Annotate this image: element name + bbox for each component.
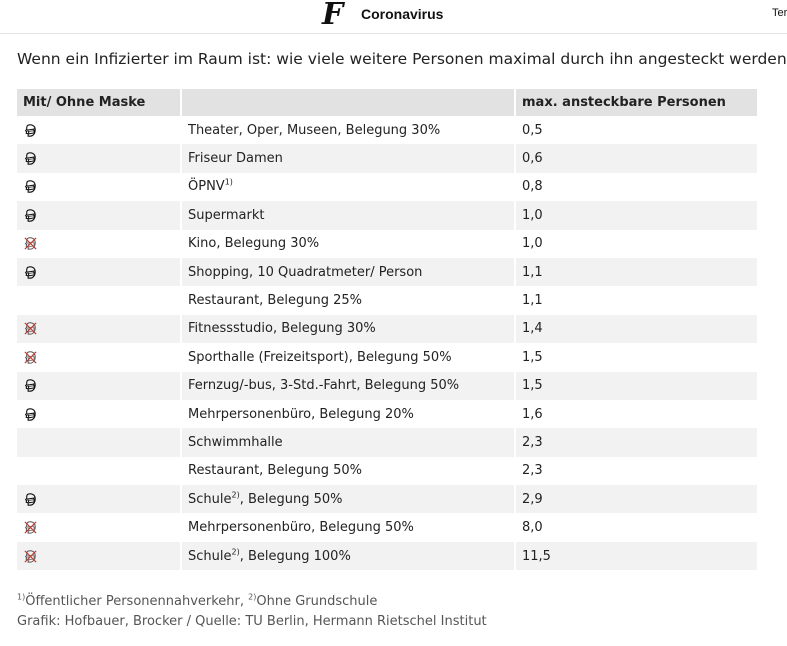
top-right-link[interactable]: Ter — [772, 7, 787, 19]
mask-cell — [17, 513, 182, 541]
place-label: Restaurant, Belegung 50% — [188, 463, 362, 479]
value-cell: 1,1 — [516, 258, 757, 286]
place-cell — [182, 173, 516, 201]
table-row — [17, 116, 757, 144]
place-label: Sporthalle (Freizeitsport), Belegung 50% — [188, 349, 452, 365]
place-cell — [182, 372, 516, 400]
place-cell — [182, 485, 516, 513]
value-cell: 1,5 — [516, 372, 757, 400]
table-body — [17, 116, 757, 570]
place-label: Mehrpersonenbüro, Belegung 20% — [188, 406, 414, 422]
source-credit: Grafik: Hofbauer, Brocker / Quelle: TU Berlin, Hermann Rietschel Institut — [17, 614, 487, 629]
place-label: Fernzug/-bus, 3-Std.-Fahrt, Belegung 50% — [188, 378, 460, 394]
place-label: Schule — [188, 548, 232, 564]
column-header-mask: Mit/ Ohne Maske — [17, 89, 182, 116]
value-cell: 8,0 — [516, 513, 757, 541]
footnotes — [17, 592, 487, 632]
table-row — [17, 230, 757, 258]
place-label: Friseur Damen — [188, 151, 283, 167]
place-cell — [182, 542, 516, 570]
face-mask-icon — [23, 407, 38, 422]
place-cell — [182, 343, 516, 371]
chart-heading: Wenn ein Infizierter im Raum ist: wie viele weitere Personen maximal durch ihn angesteckt werden — [17, 50, 787, 68]
footnote-1-text: Öffentlicher Personennahverkehr, — [25, 594, 249, 609]
mask-cell — [17, 286, 182, 314]
value-cell: 0,8 — [516, 173, 757, 201]
place-label: Schule — [188, 491, 232, 507]
face-mask-icon — [23, 265, 38, 280]
place-label: Mehrpersonenbüro, Belegung 50% — [188, 520, 414, 536]
column-header-value: max. ansteckbare Personen — [516, 89, 757, 116]
mask-cell — [17, 372, 182, 400]
face-mask-icon — [23, 123, 38, 138]
face-mask-icon — [23, 179, 38, 194]
mask-cell — [17, 230, 182, 258]
place-cell — [182, 230, 516, 258]
face-mask-icon — [23, 208, 38, 223]
place-label-suffix: , Belegung 50% — [239, 491, 343, 507]
mask-cell — [17, 428, 182, 456]
no-mask-icon — [23, 236, 38, 251]
table-row — [17, 428, 757, 456]
mask-cell — [17, 258, 182, 286]
top-bar — [0, 0, 787, 34]
table-row — [17, 258, 757, 286]
section-title[interactable]: Coronavirus — [361, 6, 444, 22]
table-row — [17, 173, 757, 201]
mask-cell — [17, 542, 182, 570]
place-cell — [182, 457, 516, 485]
mask-cell — [17, 144, 182, 172]
table-row — [17, 513, 757, 541]
place-cell — [182, 258, 516, 286]
place-cell — [182, 201, 516, 229]
place-cell — [182, 400, 516, 428]
place-cell — [182, 315, 516, 343]
face-mask-icon — [23, 378, 38, 393]
value-cell: 1,4 — [516, 315, 757, 343]
value-cell: 1,1 — [516, 286, 757, 314]
table-row — [17, 144, 757, 172]
value-cell: 2,3 — [516, 428, 757, 456]
column-header-place — [182, 89, 516, 116]
place-label: Supermarkt — [188, 207, 265, 223]
faz-logo[interactable]: F — [322, 0, 344, 32]
table-row — [17, 372, 757, 400]
mask-cell — [17, 201, 182, 229]
table-row — [17, 315, 757, 343]
table-row — [17, 485, 757, 513]
footnote-1-marker: 1) — [17, 592, 26, 602]
place-label-suffix: , Belegung 100% — [239, 548, 351, 564]
footnote-2-marker: 2) — [248, 592, 257, 602]
place-label: Fitnessstudio, Belegung 30% — [188, 321, 376, 337]
mask-cell — [17, 400, 182, 428]
place-cell — [182, 428, 516, 456]
value-cell: 0,5 — [516, 116, 757, 144]
mask-cell — [17, 343, 182, 371]
face-mask-icon — [23, 492, 38, 507]
place-cell — [182, 286, 516, 314]
value-cell: 1,0 — [516, 201, 757, 229]
value-cell: 0,6 — [516, 144, 757, 172]
place-label: Schwimmhalle — [188, 434, 283, 450]
value-cell: 1,0 — [516, 230, 757, 258]
footnote-marker: 2) — [231, 547, 240, 557]
mask-cell — [17, 173, 182, 201]
table-row — [17, 286, 757, 314]
place-label: Kino, Belegung 30% — [188, 236, 320, 252]
no-mask-icon — [23, 350, 38, 365]
mask-cell — [17, 315, 182, 343]
mask-cell — [17, 485, 182, 513]
footnote-line — [17, 592, 487, 612]
value-cell: 1,5 — [516, 343, 757, 371]
table-header-row — [17, 89, 757, 116]
no-mask-icon — [23, 549, 38, 564]
place-label: ÖPNV — [188, 179, 225, 195]
table-row — [17, 542, 757, 570]
infection-table — [17, 89, 757, 570]
face-mask-icon — [23, 151, 38, 166]
place-cell — [182, 513, 516, 541]
place-label: Theater, Oper, Museen, Belegung 30% — [188, 122, 441, 138]
place-label: Shopping, 10 Quadratmeter/ Person — [188, 264, 423, 280]
footnote-marker: 2) — [231, 490, 240, 500]
table-row — [17, 400, 757, 428]
footnote-marker: 1) — [224, 178, 233, 188]
table-row — [17, 457, 757, 485]
place-cell — [182, 116, 516, 144]
no-mask-icon — [23, 520, 38, 535]
value-cell: 1,6 — [516, 400, 757, 428]
footnote-2-text: Ohne Grundschule — [256, 594, 378, 609]
value-cell: 2,3 — [516, 457, 757, 485]
table-row — [17, 201, 757, 229]
no-mask-icon — [23, 321, 38, 336]
place-label: Restaurant, Belegung 25% — [188, 293, 362, 309]
mask-cell — [17, 457, 182, 485]
value-cell: 2,9 — [516, 485, 757, 513]
value-cell: 11,5 — [516, 542, 757, 570]
place-cell — [182, 144, 516, 172]
table-row — [17, 343, 757, 371]
mask-cell — [17, 116, 182, 144]
